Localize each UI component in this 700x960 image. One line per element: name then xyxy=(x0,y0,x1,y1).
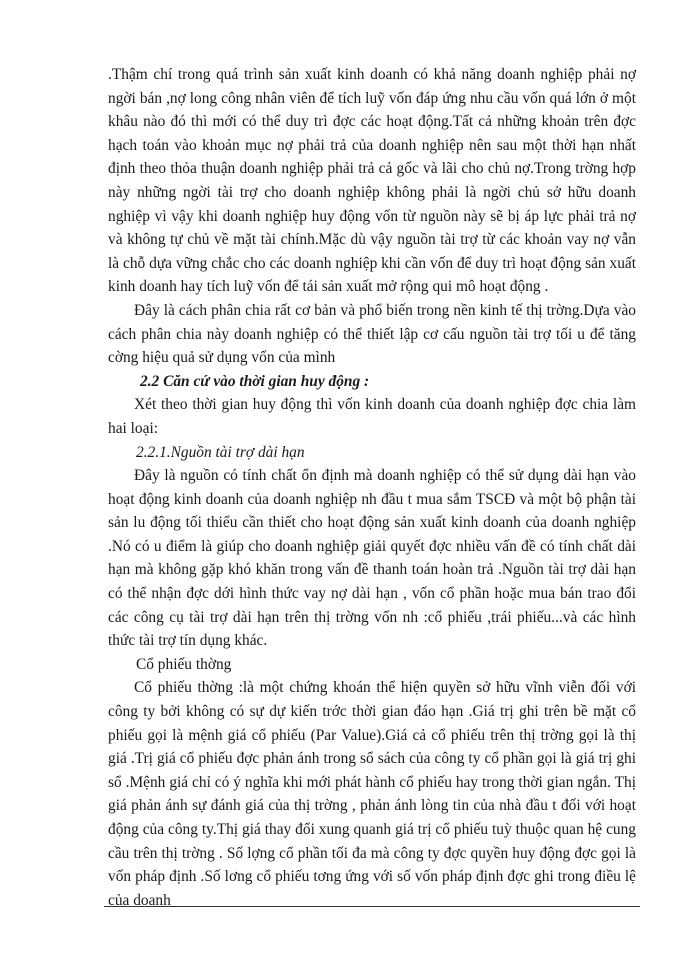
paragraph-time-classification: Xét theo thời gian huy động thì vốn kinh doanh của doanh nghiệp đợc chia làm hai loại: xyxy=(108,396,636,437)
paragraph-long-term-source: Đây là nguồn có tính chất ổn định mà doanh nghiệp có thể sử dụng dài hạn vào hoạt động kinh doanh của doanh nghiệp nh đầu t mua sắm TSCĐ và một bộ phận tài sản lu động tối thiểu cần thiết cho hoạt động sản xuất kinh doanh của doanh nghiệp .Nó có u điểm là giúp cho doanh nghiệp giải quyết đợc nhiều vấn đề có tính chất dài hạn mà không gặp khó khăn trong vấn đề thanh toán hoàn trả .Nguồn tài trợ dài hạn có thể nhận đợc dới hình thức vay nợ dài hạn , vốn cổ phần hoặc mua bán trao đổi các công cụ tài trợ dài hạn trên thị trờng vốn nh :cổ phiếu ,trái phiếu...và các hình thức tài trợ tín dụng khác. xyxy=(108,467,636,650)
subheading-common-stock: Cổ phiếu thờng xyxy=(136,655,232,673)
paragraph-debt-financing: .Thậm chí trong quá trình sản xuất kinh doanh có khả năng doanh nghiệp phải nợ ngời bán ,nợ long công nhân viên để tích luỹ vốn đáp ứng nhu cầu vốn quá lớn ở một khâu nào đó thì mới có thể duy trì đợc các hoạt động.Tất cả những khoản trên đợc hạch toán vào khoản mục nợ phải trả của doanh nghiệp nên sau một thời hạn nhất định theo thỏa thuận doanh nghiệp phải trả cả gốc và lãi cho chủ nợ.Trong trờng hợp này những ngời tài trợ cho doanh nghiệp không phải là ngời chủ sở hữu doanh nghiệp vì vậy khi doanh nghiệp huy động vốn từ nguồn này sẽ bị áp lực phải trả nợ và không tự chủ về mặt tài chính.Mặc dù vậy nguồn tài trợ từ các khoản vay nợ vẫn là chỗ dựa vững chắc cho các doanh nghiệp khi cần vốn để duy trì hoạt động sản xuất kinh doanh hay tích luỹ vốn để tái sản xuất mở rộng qui mô hoạt động . xyxy=(108,66,636,296)
section-heading-2-2: 2.2 Căn cứ vào thời gian huy động : xyxy=(140,372,370,390)
body-text xyxy=(108,63,636,912)
footer-divider xyxy=(104,906,640,907)
paragraph-classification-summary: Đây là cách phân chia rất cơ bản và phổ biến trong nền kinh tế thị trờng.Dựa vào cách phân chia này doanh nghiệp có thể thiết lập cơ cấu nguồn tài trợ tối u để tăng cờng hiệu quả sử dụng vốn của mình xyxy=(108,301,636,367)
subsection-heading-2-2-1: 2.2.1.Nguồn tài trợ dài hạn xyxy=(136,443,305,461)
paragraph-common-stock: Cổ phiếu thờng :là một chứng khoán thể hiện quyền sở hữu vĩnh viễn đối với công ty bởi không có sự dự kiến trớc thời gian đáo hạn .Giá trị ghi trên bề mặt cổ phiếu gọi là mệnh giá cổ phiếu (Par Value).Giá cả cổ phiếu trên thị trờng gọi là thị giá .Trị giá cổ phiếu đợc phản ánh trong sổ sách của công ty cổ phần gọi là giá trị ghi sổ .Mệnh giá chỉ có ý nghĩa khi mới phát hành cổ phiếu hay trong thời gian ngắn. Thị giá phản ánh sự đánh giá của thị trờng , phản ánh lòng tin của nhà đầu t đối với hoạt động của công ty.Thị giá thay đổi xung quanh giá trị cổ phiếu tuỳ thuộc quan hệ cung cầu trên thị trờng . Số lợng cổ phần tối đa mà công ty đợc quyền huy động đợc gọi là vốn pháp định .Số lơng cổ phiếu tơng ứng với số vốn pháp định đợc ghi trong điều lệ của doanh xyxy=(108,679,636,909)
